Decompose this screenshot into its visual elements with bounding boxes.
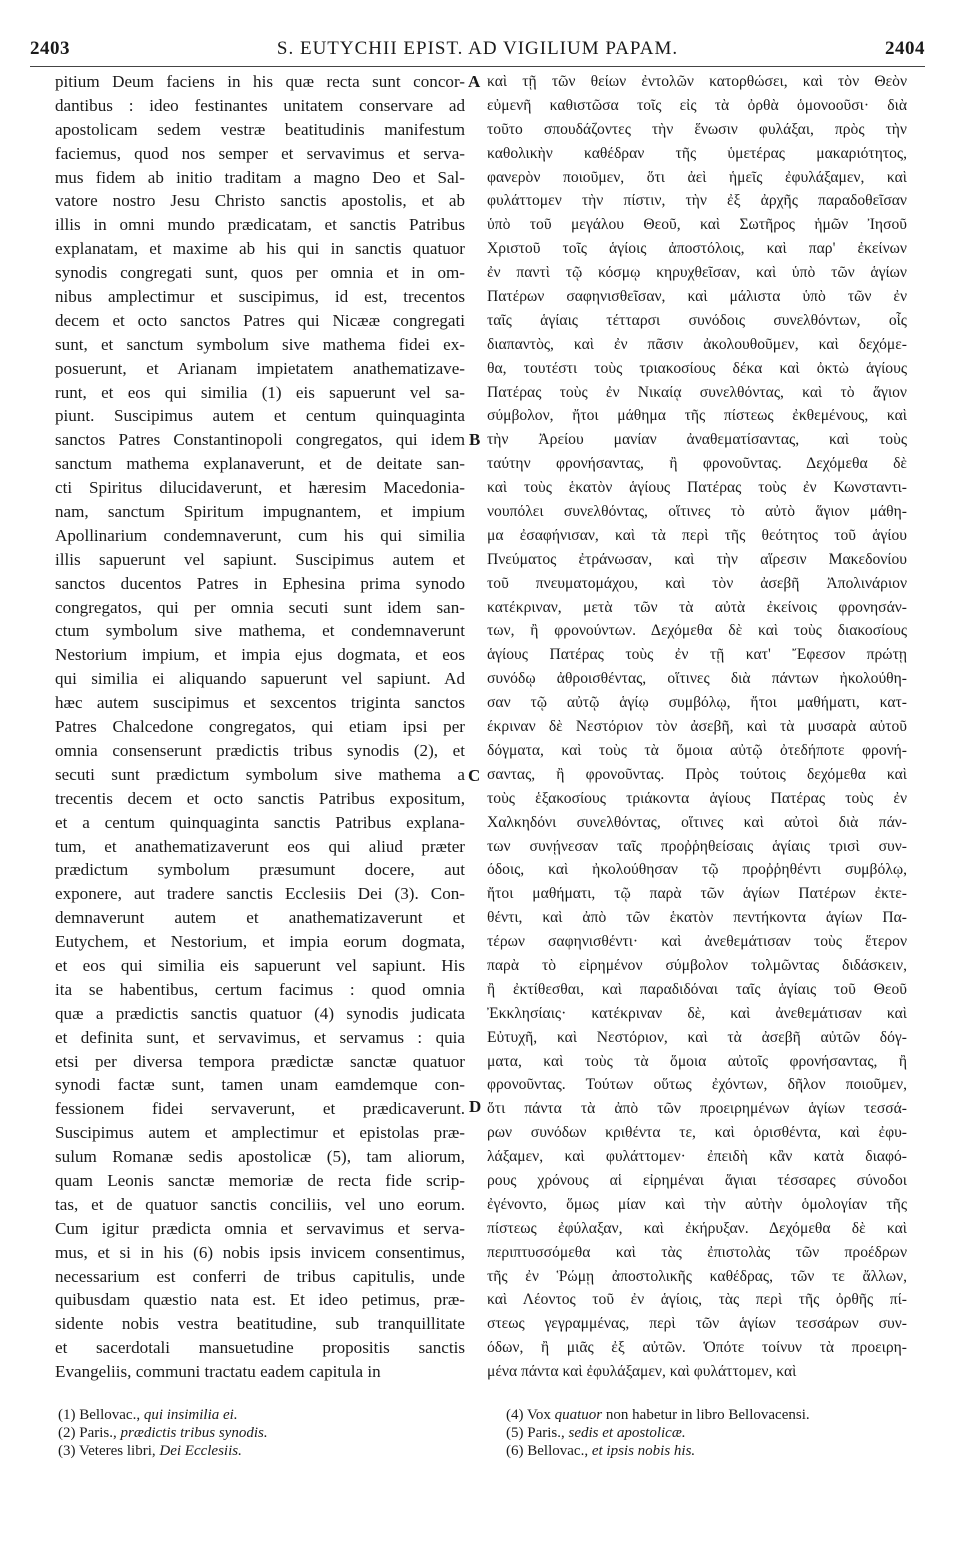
- greek-text-line: Χαλκηδόνι συνελθόντας, οἵτινες καὶ αὐτοὶ διὰ πάν-: [487, 813, 907, 831]
- latin-text-line: decem et octo sanctos Patres qui Nicææ congregati: [55, 310, 465, 330]
- footnote-italic: Dei Ecclesiis.: [159, 1443, 242, 1459]
- latin-text-line: Evangeliis, communi tractatu eadem capitula in: [55, 1362, 381, 1382]
- latin-text-line: ctum symbolum sive mathema, et condemnaverunt: [55, 621, 465, 641]
- latin-column: [55, 70, 465, 1384]
- running-title: S. EUTYCHII EPIST. AD VIGILIUM PAPAM.: [276, 38, 679, 59]
- footnote-text: Paris.,: [79, 1425, 121, 1441]
- header-rule: [30, 66, 925, 67]
- footnote-italic: prædictis tribus synodis.: [120, 1425, 268, 1441]
- page-header: [30, 38, 925, 64]
- greek-text-line: ἤτοι μαθήματι, τῷ παρὰ τῶν ἁγίων Πατέρων ἐκτε-: [487, 885, 907, 903]
- greek-text-line: Πατέρων σαφηνισθεῖσαν, καὶ μάλιστα ὑπὸ τῶν ἐν: [487, 288, 907, 306]
- greek-text-line: Πνεύματος ἐτράνωσαν, καὶ τὴν αἵρεσιν Μακεδονίου: [487, 550, 907, 568]
- greek-text-line: φρονοῦντας. Τούτων οὕτως ἐχόντων, δῆλον ποιοῦμεν,: [487, 1076, 907, 1094]
- greek-text-line: λάξαμεν, καὶ φυλάττομεν· ἐπειδὴ κἂν κατὰ διαφό-: [487, 1148, 907, 1166]
- greek-text-line: ἁγίους Πατέρας τοὺς ἐν τῇ κατ' Ἔφεσον πρώτῃ: [487, 646, 907, 664]
- greek-text-line: περιπτυσσόμεθα καὶ τὰς ἐπιστολὰς τῶν προέδρων: [487, 1243, 907, 1261]
- latin-text-line: mus fidem ab initio traditam a magno Deo et Sal-: [55, 167, 465, 187]
- latin-text-line: vatore nostro Jesu Christo sanctis apostolis, et ab: [55, 191, 465, 211]
- greek-text-line: φανερὸν ποιοῦμεν, ὅτι ἀεὶ ἡμεῖς ἐφυλάξαμεν, καὶ: [487, 168, 907, 186]
- latin-text-line: illis in omni mundo prædicatam, et sanctis Patribus: [55, 215, 465, 235]
- footnote-number: (5): [506, 1425, 524, 1441]
- latin-text-line: necessarium est conferri de tribus capitulis, unde: [55, 1266, 465, 1286]
- latin-text-line: Cum igitur prædicta omnia et servavimus et serva-: [55, 1218, 465, 1238]
- greek-text-line: φυλάττομεν τὴν πίστιν, τὴν ἐξ ἀρχῆς παραδοθεῖσαν: [487, 192, 907, 210]
- footnote-text: Veteres libri,: [78, 1443, 160, 1459]
- greek-text-line: έκριναν δὲ Νεστόριον τὸν ἀσεβῆ, καὶ τὰ μυσαρὰ αὐτοῦ: [487, 718, 907, 736]
- footnote: [58, 1424, 458, 1442]
- greek-text-line: συνόδῳ ἀθροισθέντας, οἵτινες διὰ πάντων ἠκολούθη-: [487, 670, 907, 688]
- latin-text-line: secuti sunt prædictum symbolum sive mathema a: [55, 764, 465, 784]
- footnote-number: (1): [58, 1407, 76, 1423]
- footnote-italic: et ipsis nobis his.: [591, 1443, 696, 1459]
- margin-marker-c: C: [468, 766, 481, 785]
- footnote-text: Paris.,: [527, 1425, 569, 1441]
- latin-text-line: omnia consenserunt prædictis tribus synodis (2), et: [55, 740, 465, 760]
- greek-text-line: στεως γεγραμμένας, περὶ τῶν ἁγίων τεσσάρων συν-: [487, 1315, 907, 1333]
- greek-text-line: τῆς ἐν Ῥώμῃ ἀποστολικῆς καθέδρας, τῶν τε ἄλλων,: [487, 1267, 907, 1285]
- latin-text-line: tas, et de quatuor sanctis conciliis, vel uno eorum.: [55, 1194, 465, 1214]
- greek-text-line: τοῦτο σπουδάζοντες τὴν ἕνωσιν φυλάξαι, πρὸς τὴν: [487, 120, 907, 138]
- greek-text-line: τοῦ πνευματομάχου, καὶ τὸν ἀσεβῆ Ἀπολινάριον: [487, 574, 907, 592]
- latin-text-line: synodis congregati sunt, quos per omnia et in om-: [55, 263, 465, 283]
- greek-text-line: εὐμενῆ καθιστῶσα τοῖς εἰς τὰ ὀρθὰ ὁμονοοῦσι· διὰ: [487, 96, 907, 114]
- greek-text-line: δόγματα, καὶ τοὺς τὰ ὅμοια αὐτῷ ὀτεδήποτε φρονή-: [487, 741, 907, 759]
- greek-text-line: των συνῄνεσαν ταῖς προῤῥηθείσαις ἁγίαις τρισὶ συν-: [487, 837, 907, 855]
- greek-text-line: τὴν Ἀρείου μανίαν ἀναθεματίσαντας, καὶ τοὺς: [487, 431, 907, 449]
- latin-text-line: trecentis decem et octo sanctis Patribus expositum,: [55, 788, 465, 808]
- footnote-number: (6): [506, 1443, 524, 1459]
- latin-text-line: et definita sunt, et servavimus, et servamus : quia: [55, 1027, 465, 1047]
- latin-text-line: sanctum mathema explanaverunt, et de deitate san-: [55, 454, 465, 474]
- latin-text-line: pitium Deum faciens in his quæ recta sunt concor-: [55, 72, 465, 91]
- latin-text-line: nibus amplectimur et suscipimus, id est, trecentos: [55, 287, 465, 307]
- greek-text-line: σύμβολον, ἤτοι μάθημα τῆς πίστεως ἐκθεμένους, καὶ: [487, 407, 907, 425]
- latin-text-line: illis sapuerunt vel sapiunt. Suscipimus autem et: [55, 549, 465, 569]
- latin-text-line: et sacerdotali mansuetudine propositis sanctis: [55, 1338, 465, 1358]
- greek-text-line: των, ἢ φρονούντων. Δεχόμεθα δὲ καὶ τοὺς διακοσίους: [487, 622, 907, 640]
- greek-text-line: σαν τῷ αὐτῷ ἁγίῳ συμβόλῳ, ἤτοι μαθήματι, κατ-: [487, 694, 907, 712]
- latin-text-line: sanctos Patres Constantinopoli congregatos, qui idem: [55, 430, 465, 450]
- footnote-number: (4): [506, 1407, 524, 1423]
- margin-marker-d: D: [469, 1097, 482, 1116]
- latin-text-line: etsi per diversa tempora prædictæ sanctæ quatuor: [55, 1051, 465, 1071]
- greek-text-line: νουπόλει συνελθόντας, οἵτινες τὸ αὐτὸ ἅγιον μάθη-: [487, 503, 907, 521]
- latin-text-line: tum, et anathematizaverunt eos qui aliud præter: [55, 836, 465, 856]
- footnote-italic: qui insimilia ei.: [143, 1407, 238, 1423]
- latin-text-line: congregatos, qui per omnia secuti sunt idem san-: [55, 597, 465, 617]
- page-number-right: 2404: [885, 38, 925, 59]
- greek-column: [487, 70, 907, 1384]
- footnote-text: Bellovac.,: [527, 1443, 592, 1459]
- latin-text-line: demnaverunt autem et anathematizaverunt et: [55, 908, 465, 928]
- greek-text-line: Χριστοῦ τοῖς ἁγίοις ἀποστόλοις, καὶ παρ' ἐκείνων: [487, 240, 907, 258]
- greek-text-line: ρων συνόδων κριθέντα τε, καὶ ὁρισθέντα, καὶ ἐφυ-: [487, 1124, 907, 1142]
- greek-text-line: ἢ ἐκτίθεσθαι, καὶ παραδιδόναι ταῖς ἁγίαις τοῦ Θεοῦ: [487, 980, 907, 998]
- margin-marker-a: A: [468, 72, 481, 91]
- latin-text-line: sidente nobis vestra beatitudine, sub tranquillitate: [55, 1314, 465, 1334]
- greek-text-line: καθολικὴν καθέδραν τῆς ὑμετέρας μακαριότητος,: [487, 144, 907, 162]
- greek-text-line: ρους χρόνους αἱ εἰρημέναι ἅγιαι τέσσαρες σύνοδοι: [487, 1171, 907, 1189]
- latin-text-line: cti Spiritus dilucidaverunt, et hæresim Macedonia-: [55, 478, 465, 498]
- latin-text-line: sunt, et sanctum symbolum sive mathema fidei ex-: [55, 334, 465, 354]
- footnote: [58, 1442, 458, 1460]
- greek-text-line: σαντας, ἢ φρονοῦντας. Πρὸς τούτοις δεχόμεθα καὶ: [487, 765, 907, 783]
- latin-text-line: faciemus, quod nos semper et servavimus et serva-: [55, 143, 465, 163]
- latin-text-line: apostolicam sedem vestræ beatitudinis manifestum: [55, 119, 465, 139]
- greek-text-line: ὑπὸ τοῦ μεγάλου Θεοῦ, καὶ Σωτῆρος ἡμῶν Ἰησοῦ: [487, 216, 907, 234]
- greek-text-line: όδοις, καὶ ἠκολούθησαν τῷ προῤῥηθέντι συμβόλῳ,: [487, 861, 907, 879]
- latin-text-line: ita se habentibus, certum facimus : quod omnia: [55, 979, 465, 999]
- footnote: [506, 1424, 926, 1442]
- latin-text-line: runt, et eos qui similia (1) eis sapuerunt vel sa-: [55, 382, 465, 402]
- footnote-text: Vox: [526, 1407, 555, 1423]
- latin-text-line: quibusdam quæstio nata est. Et ideo petimus, præ-: [55, 1290, 465, 1310]
- greek-text-line: κατέκριναν, μετὰ τῶν τὰ αὐτὰ ἐκείνοις φρονησάν-: [487, 598, 907, 616]
- latin-text-line: sulum Romanæ sedis apostolicæ (5), tam aliorum,: [55, 1147, 465, 1167]
- greek-text-line: καὶ Λέοντος τοῦ ἐν ἁγίοις, τὰς περὶ τῆς ὀρθῆς πί-: [487, 1291, 907, 1309]
- greek-text-line: μένα πάντα καὶ ἐφυλάξαμεν, καὶ φυλάττομεν, καὶ: [487, 1363, 797, 1381]
- footnote-text: non habetur in libro Bellovacensi.: [602, 1407, 810, 1423]
- latin-text-line: posuerunt, et Arianam impietatem anathematizave-: [55, 358, 465, 378]
- greek-text-line: διαπαντὸς, καὶ ἐν πᾶσιν ἀκολουθοῦμεν, καὶ δεχόμε-: [487, 335, 907, 353]
- footnote: [58, 1406, 458, 1424]
- greek-text-line: ματα, καὶ τοὺς τὰ ὅμοια αὐτοῖς φρονήσαντας, ἢ: [487, 1052, 907, 1070]
- latin-text-line: explanatam, et maxime ab his qui in sanctis quatuor: [55, 239, 465, 259]
- footnote-italic: sedis et apostolicæ.: [568, 1425, 686, 1441]
- greek-text-line: μα ἐσαφήνισαν, καὶ τὰ περὶ τῆς θεότητος τοῦ ἁγίου: [487, 526, 907, 544]
- latin-text-line: dantibus : ideo festinantes unitatem conservare ad: [55, 95, 465, 115]
- footnote: [506, 1406, 926, 1424]
- latin-text-line: Apollinarium condemnaverunt, cum his qui similia: [55, 525, 465, 545]
- greek-text-line: τοὺς ἑξακοσίους τριάκοντα ἁγίους Πατέρας τοὺς ἐν: [487, 789, 907, 807]
- greek-text-line: ἐγένοντο, ὅμως μίαν καὶ τὴν αὐτὴν ὁμολογίαν τῆς: [487, 1195, 907, 1213]
- footnotes-right: [506, 1406, 926, 1460]
- footnotes-left: [58, 1406, 458, 1460]
- latin-text-line: Nestorium impium, et impia ejus dogmata, et eos: [55, 645, 465, 665]
- footnote: [506, 1442, 926, 1460]
- greek-text-line: θα, τουτέστι τοὺς τριακοσίους δέκα καὶ ὀκτὼ ἁγίους: [487, 359, 907, 377]
- greek-text-line: όδων, ἢ μιᾶς ἐξ αὐτῶν. Ὁπότε τοίνυν τὰ προειρη-: [487, 1339, 907, 1357]
- greek-text-line: Πατέρας τοὺς ἐν Νικαίᾳ συνελθόντας, καὶ τὸ ἅγιον: [487, 383, 907, 401]
- latin-text-line: quæ a prædictis sanctis quatuor (4) synodis judicata: [55, 1003, 465, 1023]
- latin-text-line: exponere, aut tradere sanctis Ecclesiis Dei (3). Con-: [55, 884, 465, 904]
- latin-text-line: Patres Chalcedone congregatos, qui etiam ipsi per: [55, 717, 465, 737]
- latin-text-line: fessionem fidei servaverunt, et prædicaverunt.: [55, 1099, 465, 1119]
- greek-text-line: τέρων σαφηνισθέντι· καὶ ἀνεθεμάτισαν τοὺς ἕτερον: [487, 933, 907, 951]
- footnote-number: (2): [58, 1425, 76, 1441]
- footnote-number: (3): [58, 1443, 76, 1459]
- latin-text-line: prædictum symbolum præsumunt docere, aut: [55, 860, 465, 880]
- latin-text-line: hæc autem suscipimus et sexcentos triginta sanctos: [55, 693, 465, 713]
- greek-text-line: ὅτι πάντα τὰ ἀπὸ τῶν προειρημένων ἁγίων τεσσά-: [487, 1100, 907, 1118]
- greek-text-line: καὶ τοὺς ἑκατὸν ἁγίους Πατέρας τοὺς ἐν Κωνσταντι-: [487, 479, 907, 497]
- greek-text-line: ἐν παντὶ τῷ κόσμῳ κηρυχθεῖσαν, καὶ ὑπὸ τῶν ἁγίων: [487, 264, 907, 282]
- greek-text-line: παρὰ τὸ εἰρημένον σύμβολον τολμῶντας διδάσκειν,: [487, 956, 907, 974]
- greek-text-line: καὶ τῇ τῶν θείων ἐντολῶν κατορθώσει, καὶ τὸν Θεὸν: [487, 73, 907, 90]
- greek-text-line: θέντι, καὶ ἀπὸ τῶν ἑκατὸν πεντήκοντα ἁγίων Πα-: [487, 909, 907, 927]
- footnote-text: Bellovac.,: [79, 1407, 144, 1423]
- latin-text-line: quam Leonis sanctæ memoriæ de recta fide scrip-: [55, 1170, 465, 1190]
- latin-text-line: piunt. Suscipimus autem et centum quinquaginta: [55, 406, 465, 426]
- footnote-italic: quatuor: [554, 1407, 603, 1423]
- latin-text-line: qui similia ei aliquando sapuerunt vel sapiunt. Ad: [55, 669, 465, 689]
- greek-text-line: ταύτην φρονήσαντας, ἢ φρονοῦντας. Δεχόμεθα δὲ: [487, 455, 907, 473]
- latin-text-line: sanctos ducentos Patres in Ephesina prima synodo: [55, 573, 465, 593]
- latin-text-line: Eutychem, et Nestorium, et impia eorum dogmata,: [55, 932, 465, 952]
- latin-text-line: et eos qui similia eis sapuerunt vel sapiunt. His: [55, 955, 465, 975]
- page-number-left: 2403: [30, 38, 70, 59]
- latin-text-line: nam, sanctum Spiritum impugnantem, et impium: [55, 502, 465, 522]
- greek-text-line: Ἐκκλησίαις· κατέκριναν δὲ, καὶ ἀνεθεμάτισαν καὶ: [487, 1004, 907, 1022]
- greek-text-line: Εὐτυχῆ, καὶ Νεστόριον, καὶ τὰ ἀσεβῆ αὐτῶν δόγ-: [487, 1028, 907, 1046]
- latin-text-line: et a centum quinquaginta sanctis Patribus explana-: [55, 812, 465, 832]
- margin-marker-b: B: [469, 430, 481, 449]
- greek-text-line: ταῖς ἁγίαις τέτταρσι συνόδοις συνελθόντων, οἷς: [487, 311, 907, 329]
- latin-text-line: Suscipimus autem et amplectimur et epistolas præ-: [55, 1123, 465, 1143]
- greek-text-line: πίστεως ἐφύλαξαν, καὶ ἐκήρυξαν. Δεχόμεθα δὲ καὶ: [487, 1219, 907, 1237]
- latin-text-line: synodi factæ sunt, tamen unam eamdemque con-: [55, 1075, 465, 1095]
- latin-text-line: mus, et si in his (6) nobis ipsis invicem consentimus,: [55, 1242, 465, 1262]
